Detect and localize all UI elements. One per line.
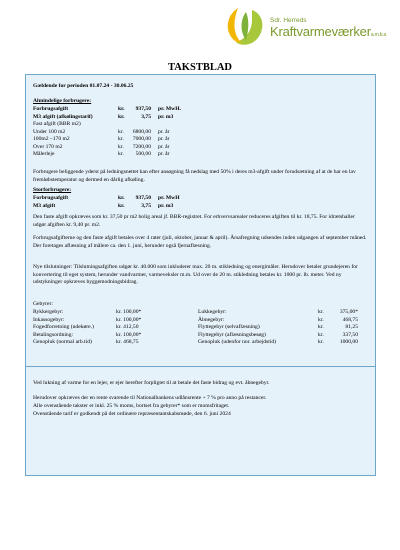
tariff-amount: 6800,00 xyxy=(132,128,151,135)
logo-subtitle: Sdr. Herreds xyxy=(270,17,307,24)
fee-amount: 337,50 xyxy=(342,331,358,338)
tariff-label: M3 afgift (afkølingstarif) xyxy=(33,113,93,120)
fee-label: Genopluk (udenfor nor. arbejdstid) xyxy=(198,339,276,345)
tariff-unit: pr. m3 xyxy=(158,113,174,120)
tariff-unit: pr. MwH xyxy=(158,195,180,201)
tariff-label: Forbrugsafgift xyxy=(33,106,69,112)
tariff-unit: pr. år xyxy=(158,151,170,157)
tariff-amount: 937,50 xyxy=(135,195,151,201)
fee-label: Genopluk (normal arb.tid) xyxy=(33,339,92,345)
fee-kr: kr. xyxy=(318,316,324,323)
tariff-amount: 3,75 xyxy=(141,202,151,209)
page-title: TAKSTBLAD xyxy=(168,62,232,73)
tariff-kr: kr. xyxy=(118,151,124,157)
tilslutning-paragraph: Nye tilslutninger: Tilslutningsafgiften udgør kr. 40.000 som inkluderer max. 20 m. stikledning og energimåler. Herudover betaler grundejeren for konvertering til eget system, herunder vandvarmer, varmeveksler m.m. Ud over de 20 m. stikledning betales kr. 1000 pr. lb. meter. Ved ny udstykninger opkræves byggemodningsbidrag. xyxy=(33,264,358,285)
tariff-label: Fast afgift (BBR m2) xyxy=(33,121,81,127)
fee-kr: kr. xyxy=(318,339,324,345)
fee-amount: 375,00* xyxy=(339,309,358,315)
fee-kr: kr. xyxy=(318,309,324,315)
fast-afgift-paragraph: Den faste afgift opkræves som kr. 37,50 pr m2 bolig areal jf. BBR-registret. For erhvervsarealer reduceres afgiften til kr. 18,75. For idrætshaller udgør afgiften kr. 9,40 pr. m2. xyxy=(33,214,355,228)
footer-line-4: Ovenstående tarif er godkendt på det ordinære repræsentantskabsmøde, den 6. juni 2024 xyxy=(33,411,231,417)
fee-amount: kr. 468,75 xyxy=(116,339,139,345)
fee-amount: kr. 100,00* xyxy=(116,316,142,323)
divider xyxy=(26,366,375,367)
tariff-row xyxy=(33,151,233,159)
fee-label: Flyttegebyr (aflæsningsbesøg) xyxy=(198,331,266,338)
period-heading: Gældende for perioden 01.07.24 - 30.06.25 xyxy=(33,83,134,89)
logo-brand: Kraftvarmeværkera.m.b.a xyxy=(270,24,387,39)
tariff-kr: kr. xyxy=(118,143,124,150)
tariff-row xyxy=(33,203,233,211)
fee-label: Flyttegebyr (selvaflæsning) xyxy=(198,324,260,330)
fee-amount: kr. 100,00* xyxy=(116,331,142,338)
tariff-kr: kr. xyxy=(118,136,124,142)
tariff-label: M3 afgift xyxy=(33,202,56,209)
fee-label: Betalingsordning: xyxy=(33,331,74,338)
fee-label: Inkassogebyr: xyxy=(33,316,65,323)
tariff-unit: pr. MwH. xyxy=(158,106,181,112)
tariff-label: 100m2 –170 m2 xyxy=(33,136,70,142)
fee-amount: kr. 412,50 xyxy=(116,324,139,330)
tariff-unit: pr. år xyxy=(158,128,170,135)
ledningsnet-paragraph: Forbrugere beliggende yderst på ledningsnettet kan efter ansøgning få nedslag med 50% i deres m3-afgift under forudsætning af at de har en lav fremløbstemperatur og dermed en dårlig afkøling. xyxy=(33,169,356,183)
fee-label: Åbnegebyr: xyxy=(198,316,225,323)
company-logo xyxy=(222,6,387,56)
tariff-kr: kr. xyxy=(118,195,125,201)
tariff-kr: kr. xyxy=(118,128,124,135)
tariff-kr: kr. xyxy=(118,106,125,112)
fee-amount: 81,25 xyxy=(345,324,358,330)
tariff-label: Målerleje xyxy=(33,151,55,157)
leaf-logo-icon xyxy=(222,6,270,50)
fee-kr: kr. xyxy=(318,324,324,330)
fee-label: Fogedforretning (udekøre.) xyxy=(33,324,94,330)
tariff-kr: kr. xyxy=(118,202,125,209)
fee-amount: kr. 100,00* xyxy=(116,309,142,315)
tariff-unit: pr. år xyxy=(158,136,170,142)
fee-row xyxy=(33,339,193,347)
fee-label: Lukkegebyr: xyxy=(198,309,227,315)
fee-kr: kr. xyxy=(318,331,324,338)
tariff-amount: 3,75 xyxy=(141,113,151,120)
footer-line-1: Ved lukning af varme for en lejer, er ejer herefter forpligtet til at betale det faste bidrag og evt. åbnegebyr. xyxy=(33,380,270,386)
tariff-kr: kr. xyxy=(118,113,125,120)
tariff-amount: 7000,00 xyxy=(132,136,151,142)
gebyrer-heading: Gebyrer: xyxy=(33,301,53,307)
footer-line-2: Herudover opkræves der en rente svarende til Nationalbankens udlånsrente + 7 % pro anno på restancer. xyxy=(33,395,267,401)
tariff-amount: 937,50 xyxy=(135,106,151,112)
tariff-amount: 7200,00 xyxy=(132,143,151,150)
fee-label: Rykkergebyr: xyxy=(33,309,64,315)
tariff-label: Forbrugsafgift xyxy=(33,195,69,201)
rater-paragraph: Forbrugsafgifterne og den faste afgift betales over 4 rater (juli, oktober, januar & april). Årsafregning udsendes inden udgangen af september måned. Der foretages aflæsning af målere ca. den 1. juni, herunder også fjernaflæsning. xyxy=(33,235,367,249)
tariff-label: Over 170 m2 xyxy=(33,143,63,150)
tariff-label: Under 100 m2 xyxy=(33,128,66,135)
tariff-unit: pr. år xyxy=(158,143,170,150)
footer-line-3: Alle ovenstående takster er inkl. 25 % moms, bortset fra gebyrer* som er momsfritaget. xyxy=(33,403,230,409)
storforbrugere-heading: Storforbrugere: xyxy=(33,187,72,193)
fee-row xyxy=(198,339,373,347)
fee-amount: 468,75 xyxy=(342,316,358,323)
tariff-amount: 500,00 xyxy=(135,151,151,157)
almindelige-heading: Almindelige forbrugere: xyxy=(33,98,92,104)
fee-amount: 1000,00 xyxy=(339,339,358,345)
tariff-frame xyxy=(25,74,376,476)
tariff-unit: pr. m3 xyxy=(158,202,174,209)
